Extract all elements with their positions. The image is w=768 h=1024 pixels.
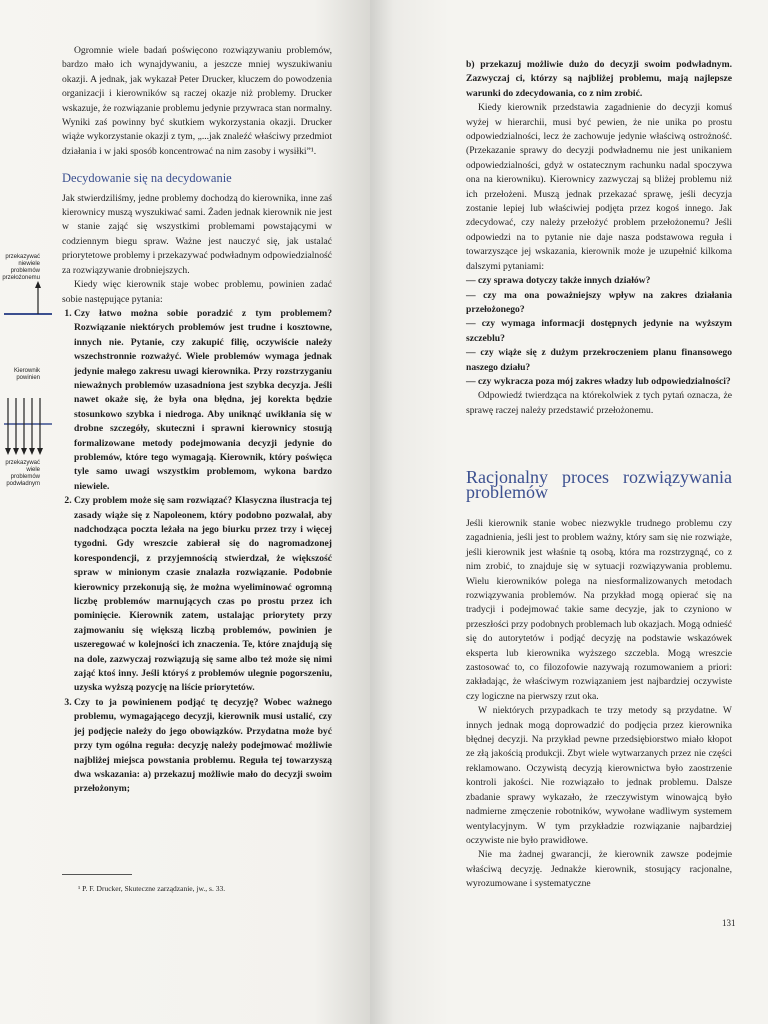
dash-question-item: — czy wiąże się z dużym przekroczeniem planu finansowego naszego działu? (466, 346, 732, 375)
dash-question-item: — czy sprawa dotyczy także innych działów? (466, 274, 732, 288)
diagram-down-arrowheads (5, 448, 43, 455)
questions-list (62, 307, 332, 797)
dash-question-item: — czy wymaga informacji dostępnych jedynie na wyższym szczeblu? (466, 317, 732, 346)
diagram-up-arrowhead (35, 281, 41, 288)
right-page (370, 0, 768, 1024)
left-paragraph-2: Kiedy więc kierownik staje wobec problemu, powinien zadać sobie następujące pytania: (62, 279, 332, 305)
section-heading-racjonalny: Racjonalny proces rozwiązywania problemów (466, 467, 732, 502)
continuation-b: b) przekazuj możliwie dużo do decyzji swoim podwładnym. Zazwyczaj ci, którzy są najbliżej problemu, mają najlepsze warunki do zdecydowania, co z nim zrobić. (466, 59, 732, 99)
question-item: 3. Czy to ja powinienem podjąć tę decyzję? Wobec ważnego problemu, wymagającego decyzji, kierownik musi ustalić, czy jej podjęcie należy do jego obowiązków. Przydatna może być przy tym ogólna reguła: decyzję należy podejmować możliwie najbliżej miejsca powstania problemu. Reguła tej towarzyszą dwa wskazania: a) przekazuj możliwie mało do decyzji swoim przełożonym; (74, 696, 332, 797)
question-item: 1. Czy łatwo można sobie poradzić z tym problemem? Rozwiązanie niektórych problemów jest trudne i kosztowne, innych nie. Pytanie, czy zakupić filię, oczywiście należy wszechstronnie rozważyć. Wiele problemów wymaga jednak jedynie małego zakresu uwagi kierownika. Przy rozstrzyganiu nieważnych problemów uzasadniona jest szybka decyzja. Jeśli nawet okaże się, że była ona błędna, jej korekta będzie stosunkowo szybka i niedroga. Aby uniknąć uwikłania się w drobne szczegóły, skuteczni i sprawni kierownicy stosują formalizowane metody podejmowania decyzji jedynie do problemów, które tego wymagają. Kierownik, który poświęca tyle samo uwagi wszystkim problemom, wykona bardzo niewiele. (74, 307, 332, 494)
dash-question-item: — czy ma ona poważniejszy wpływ na zakres działania przełożonego? (466, 289, 732, 318)
question-item: 2. Czy problem może się sam rozwiązać? Klasyczna ilustracja tej zasady wiąże się z Napoleonem, który podobno pozwalał, aby nadchodząca poczta leżała na jego biurku przez trzy i więcej tygodni. Gdy wreszcie zabierał się do nagromadzonej korespondencji, z przyjemnością stwierdzał, że większość spraw w minionym czasie znalazła rozwiązanie. Podobnie kierownicy przekonują się, że można wyeliminować ogromną liczbę problemów marnujących czas po prostu przez ich pominięcie. Kierownik zatem, ustalając priorytety przy zajmowaniu się większą liczbą problemów, powinien je uszeregować w kolejności ich znaczenia. Te, które znajdują się na dole, zazwyczaj rozwiązują się same albo też może się nimi zająć ktoś inny. Jeśli któryś z problemów ulegnie pogorszeniu, uzyska wyższą pozycję na liście priorytetów. (74, 494, 332, 696)
dash-questions-list (466, 274, 732, 389)
left-paragraph-1: Jak stwierdziliśmy, jedne problemy dochodzą do kierownika, inne zaś kierownicy muszą wyszukiwać sami. Żaden jednak kierownik nie jest w stanie zająć się wszystkimi problemami powstającymi w codziennym biegu spraw. Ważne jest nauczyć się, jak ustalać priorytetowe problemy i przekazywać podwładnym odpowiedzialność za rozwiązywanie drobniejszych. (62, 192, 332, 276)
right-paragraph-5: Nie ma żadnej gwarancji, że kierownik zawsze podejmie właściwą decyzję. Jednakże kierownik, stosujący racjonalne, wyrozumowane i systematyczne (466, 849, 732, 890)
right-paragraph-1: Kiedy kierownik przedstawia zagadnienie do decyzji komuś wyżej w hierarchii, musi być pewien, że nie unika po prostu odpowiedzialności, lecz że zachowuje jedynie właściwą ostrożność. (Przekazanie sprawy do decyzji podwładnemu nie jest unikaniem odpowiedzialności, gdyż w ostatecznym rachunku nadal spoczywa ona na kierowniku). Kierownicy zazwyczaj są bliżej problemu niż ich przełożeni. Muszą jednak przekazać sprawę, jeśli decyzja zostanie lepiej lub właściwiej podjęta przez kogoś innego. Jak zdecydować, czy należy przełożyć problem przełożonemu? Jeśli odpowiedzi na to pytanie nie daje nasza podstawowa reguła i towarzyszące jej wskazania, kierownik może je uzupełnić kilkoma dalszymi pytaniami: (466, 102, 732, 272)
right-paragraph-3: Jeśli kierownik stanie wobec niezwykle trudnego problemu czy zagadnienia, jeśli jest to problem ważny, który sam się nie rozwiąże, jeśli kierownik jest właśnie tą osobą, która ma rozstrzygnąć, co z nim zrobić, to znajduje się w sytuacji rozwiązywania problemu. Wielu kierowników polega na niesformalizowanych metodach rozwiązywania problemów. Na przykład mogą opierać się na tradycji i podejmować takie same decyzje, jak to czyniono w przeszłości przy podobnych problemach lub okazjach. Mogą odnieść się do autorytetów i podjąć decyzję na podstawie wskazówek eksperta lub kierownika wyższego szczebla. Mogą wreszcie zastosować to, co filozofowie nazywają rozumowaniem a priori: zakładając, że właściwym rozwiązaniem jest najbardziej oczywiste czy logiczne na pierwszy rzut oka. (466, 517, 732, 702)
page-number: 131 (722, 918, 736, 928)
right-paragraph-4: W niektórych przypadkach te trzy metody są przydatne. W innych jednak mogą doprowadzić do podjęcia przez kierownika błędnej decyzji. Na przykład pewne przedsiębiorstwo miało kłopot ze złą jakością produkcji. Zbyt wiele wytwarzanych przez nie części reklamowano. Oczywistą decyzją kierownictwa było zaostrzenie kontroli jakości. Nie rozwiązało to jednak problemu. Dalsze zbadanie sprawy wykazało, że rzeczywistym winowajcą było nadmierne zmęczenie robotników, wywołane wadliwym systemem wentylacyjnym. W tym przykładzie rozwiązanie najbardziej oczywiste nie było prawidłowe. (466, 705, 732, 846)
margin-note-bottom: przekazywać wiele problemów podwładnym (5, 460, 40, 487)
margin-note-mid: Kierownik powinien (13, 368, 40, 381)
left-page (0, 0, 370, 1024)
footnote: ¹ P. F. Drucker, Skuteczne zarządzanie, jw., s. 33. (78, 884, 226, 893)
right-column (466, 58, 732, 892)
intro-paragraph: Ogromnie wiele badań poświęcono rozwiązywaniu problemów, bardzo mało ich wynajdywaniu, a jeszcze mniej wyszukiwaniu okazji. A jednak, jak wykazał Peter Drucker, kluczem do powodzenia organizacji i kierowników są raczej okazje niż problemy. Drucker wskazuje, że rozwiązanie problemu jedynie przywraca stan normalny. Wyniki zaś powinny być skutkiem wykorzystania okazji. Drucker wiąże wykorzystanie okazji z tym, „...jak znaleźć właściwy przedmiot działania i w jaki sposób koncentrować na nim zasoby i wysiłki”¹. (62, 45, 332, 157)
margin-note-top: przekazywać niewiele problemów przełożonemu (2, 254, 40, 281)
section-heading-decydowanie: Decydowanie się na decydowanie (62, 171, 232, 186)
delegation-diagram (0, 280, 60, 460)
left-column (62, 44, 332, 797)
right-paragraph-2: Odpowiedź twierdząca na którekolwiek z tych pytań oznacza, że sprawę raczej należy przedstawić przełożonemu. (466, 390, 732, 416)
footnote-rule (62, 874, 132, 875)
dash-question-item: — czy wykracza poza mój zakres władzy lub odpowiedzialności? (466, 375, 732, 389)
